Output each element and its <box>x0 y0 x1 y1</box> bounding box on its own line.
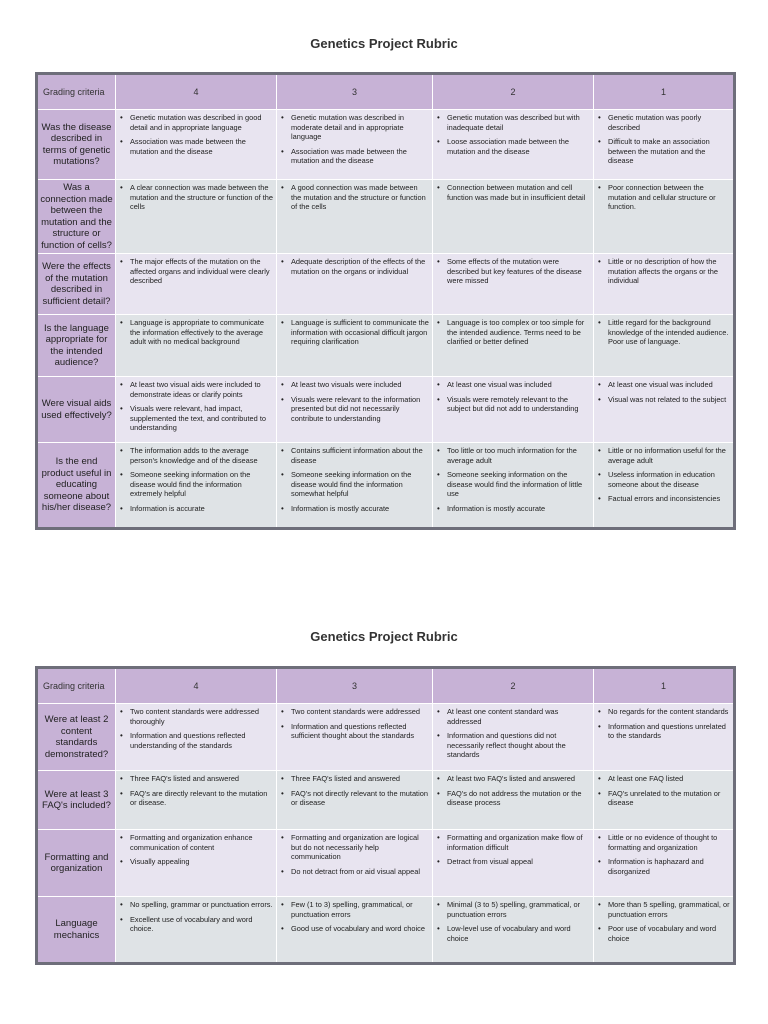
bullet-list <box>597 446 730 504</box>
list-item: • The information adds to the average person's knowledge and of the disease <box>119 446 273 465</box>
bullet-list <box>119 257 273 286</box>
criterion-label: Language mechanics <box>37 897 116 964</box>
bullet-list <box>119 318 273 347</box>
bullet-list <box>280 380 429 423</box>
score-cell-1 <box>594 830 735 897</box>
score-cell-2 <box>433 180 594 254</box>
list-item: • FAQ's do not address the mutation or the disease process <box>436 789 590 808</box>
table-row <box>37 315 735 377</box>
score-cell-3 <box>277 315 433 377</box>
score-cell-3 <box>277 830 433 897</box>
criterion-label: Was the disease described in terms of genetic mutations? <box>37 110 116 180</box>
score-cell-2 <box>433 315 594 377</box>
list-item: • At least two visual aids were included to demonstrate ideas or clarify points <box>119 380 273 399</box>
score-cell-3 <box>277 254 433 315</box>
list-item: • Visual was not related to the subject <box>597 395 730 405</box>
bullet-list <box>119 833 273 867</box>
list-item: • At least one FAQ listed <box>597 774 730 784</box>
bullet-list <box>119 774 273 808</box>
list-item: • Formatting and organization are logical but do not necessarily help communication <box>280 833 429 862</box>
header-row <box>37 668 735 704</box>
bullet-list <box>280 900 429 934</box>
score-cell-1 <box>594 110 735 180</box>
table-row <box>37 254 735 315</box>
list-item: • Formatting and organization make flow of information difficult <box>436 833 590 852</box>
bullet-list <box>280 113 429 166</box>
bullet-list <box>597 183 730 212</box>
bullet-list <box>597 707 730 741</box>
score-cell-4 <box>116 830 277 897</box>
list-item: • Genetic mutation was poorly described <box>597 113 730 132</box>
bullet-list <box>436 833 590 867</box>
bullet-list <box>436 113 590 156</box>
bullet-list <box>436 318 590 347</box>
list-item: • Someone seeking information on the disease would find the information of little use <box>436 470 590 499</box>
list-item: • Visuals were relevant, had impact, supplemented the text, and contributed to understanding <box>119 404 273 433</box>
header-row <box>37 74 735 110</box>
list-item: • Contains sufficient information about the disease <box>280 446 429 465</box>
criterion-label: Were at least 2 content standards demonstrated? <box>37 704 116 771</box>
list-item: • Information and questions unrelated to the standards <box>597 722 730 741</box>
header-score-2: 2 <box>433 668 594 704</box>
list-item: • Association was made between the mutation and the disease <box>280 147 429 166</box>
list-item: • Useless information in education someone about the disease <box>597 470 730 489</box>
list-item: • Difficult to make an association between the mutation and the disease <box>597 137 730 166</box>
score-cell-3 <box>277 897 433 964</box>
header-score-1: 1 <box>594 74 735 110</box>
list-item: • Poor use of vocabulary and word choice <box>597 924 730 943</box>
bullet-list <box>597 900 730 943</box>
rubric-table <box>35 72 736 530</box>
list-item: • Two content standards were addressed <box>280 707 429 717</box>
list-item: • More than 5 spelling, grammatical, or punctuation errors <box>597 900 730 919</box>
list-item: • Little or no information useful for the average adult <box>597 446 730 465</box>
list-item: • Some effects of the mutation were described but key features of the disease were missed <box>436 257 590 286</box>
bullet-list <box>119 900 273 934</box>
list-item: • Detract from visual appeal <box>436 857 590 867</box>
list-item: • Language is appropriate to communicate the information effectively to the average adult with no medical background <box>119 318 273 347</box>
header-grading-criteria: Grading criteria <box>37 668 116 704</box>
list-item: • Poor connection between the mutation and cellular structure or function. <box>597 183 730 212</box>
criterion-label: Were visual aids used effectively? <box>37 377 116 443</box>
score-cell-1 <box>594 443 735 529</box>
list-item: • Genetic mutation was described but with inadequate detail <box>436 113 590 132</box>
list-item: • Information and questions reflected sufficient thought about the standards <box>280 722 429 741</box>
score-cell-4 <box>116 180 277 254</box>
header-score-4: 4 <box>116 74 277 110</box>
table-row <box>37 704 735 771</box>
list-item: • Information is mostly accurate <box>436 504 590 514</box>
list-item: • No spelling, grammar or punctuation errors. <box>119 900 273 910</box>
list-item: • Few (1 to 3) spelling, grammatical, or punctuation errors <box>280 900 429 919</box>
page-title: Genetics Project Rubric <box>310 36 458 51</box>
list-item: • Formatting and organization enhance communication of content <box>119 833 273 852</box>
score-cell-2 <box>433 443 594 529</box>
score-cell-2 <box>433 771 594 830</box>
bullet-list <box>280 446 429 514</box>
score-cell-4 <box>116 771 277 830</box>
list-item: • Visually appealing <box>119 857 273 867</box>
list-item: • Information is mostly accurate <box>280 504 429 514</box>
score-cell-2 <box>433 110 594 180</box>
criterion-label: Were at least 3 FAQ's included? <box>37 771 116 830</box>
list-item: • At least one content standard was addressed <box>436 707 590 726</box>
bullet-list <box>280 833 429 876</box>
list-item: • FAQ's are directly relevant to the mutation or disease. <box>119 789 273 808</box>
list-item: • Excellent use of vocabulary and word choice. <box>119 915 273 934</box>
list-item: • Visuals were relevant to the information presented but did not necessarily contribute to understanding <box>280 395 429 424</box>
list-item: • Connection between mutation and cell function was made but in insufficient detail <box>436 183 590 202</box>
list-item: • Little or no evidence of thought to formatting and organization <box>597 833 730 852</box>
bullet-list <box>597 774 730 808</box>
list-item: • Loose association made between the mutation and the disease <box>436 137 590 156</box>
list-item: • Little regard for the background knowledge of the intended audience. Poor use of language. <box>597 318 730 347</box>
list-item: • Good use of vocabulary and word choice <box>280 924 429 934</box>
table-row <box>37 110 735 180</box>
score-cell-2 <box>433 897 594 964</box>
score-cell-1 <box>594 771 735 830</box>
bullet-list <box>597 380 730 404</box>
header-score-3: 3 <box>277 74 433 110</box>
score-cell-1 <box>594 897 735 964</box>
score-cell-2 <box>433 704 594 771</box>
score-cell-3 <box>277 377 433 443</box>
score-cell-3 <box>277 180 433 254</box>
bullet-list <box>436 774 590 808</box>
score-cell-4 <box>116 110 277 180</box>
score-cell-3 <box>277 704 433 771</box>
score-cell-2 <box>433 377 594 443</box>
list-item: • Low-level use of vocabulary and word choice <box>436 924 590 943</box>
bullet-list <box>597 833 730 876</box>
criterion-label: Was a connection made between the mutation and the structure or function of cells? <box>37 180 116 254</box>
header-score-3: 3 <box>277 668 433 704</box>
list-item: • At least two FAQ's listed and answered <box>436 774 590 784</box>
list-item: • A clear connection was made between the mutation and the structure or function of the cells <box>119 183 273 212</box>
list-item: • Information is accurate <box>119 504 273 514</box>
criterion-label: Were the effects of the mutation described in sufficient detail? <box>37 254 116 315</box>
score-cell-2 <box>433 254 594 315</box>
score-cell-3 <box>277 443 433 529</box>
bullet-list <box>119 380 273 433</box>
bullet-list <box>436 380 590 414</box>
list-item: • Association was made between the mutation and the disease <box>119 137 273 156</box>
list-item: • Adequate description of the effects of the mutation on the organs or individual <box>280 257 429 276</box>
bullet-list <box>597 113 730 166</box>
table-row <box>37 771 735 830</box>
list-item: • Visuals were remotely relevant to the subject but did not add to understanding <box>436 395 590 414</box>
list-item: • The major effects of the mutation on the affected organs and individual were clearly described <box>119 257 273 286</box>
list-item: • At least one visual was included <box>436 380 590 390</box>
bullet-list <box>119 113 273 156</box>
bullet-list <box>436 707 590 760</box>
score-cell-4 <box>116 897 277 964</box>
list-item: • A good connection was made between the mutation and the structure or function of the cells <box>280 183 429 212</box>
table-row <box>37 180 735 254</box>
bullet-list <box>597 257 730 286</box>
score-cell-3 <box>277 110 433 180</box>
list-item: • Three FAQ's listed and answered <box>280 774 429 784</box>
table-row <box>37 377 735 443</box>
criterion-label: Is the end product useful in educating someone about his/her disease? <box>37 443 116 529</box>
list-item: • At least one visual was included <box>597 380 730 390</box>
header-score-1: 1 <box>594 668 735 704</box>
criterion-label: Formatting and organization <box>37 830 116 897</box>
bullet-list <box>280 707 429 741</box>
list-item: • At least two visuals were included <box>280 380 429 390</box>
list-item: • FAQ's unrelated to the mutation or disease <box>597 789 730 808</box>
header-score-2: 2 <box>433 74 594 110</box>
header-score-4: 4 <box>116 668 277 704</box>
list-item: • Too little or too much information for the average adult <box>436 446 590 465</box>
bullet-list <box>436 257 590 286</box>
bullet-list <box>119 183 273 212</box>
list-item: • Language is too complex or too simple for the intended audience. Terms need to be clarified or better defined <box>436 318 590 347</box>
table-row <box>37 443 735 529</box>
bullet-list <box>280 318 429 347</box>
score-cell-1 <box>594 180 735 254</box>
score-cell-4 <box>116 704 277 771</box>
list-item: • Genetic mutation was described in moderate detail and in appropriate language <box>280 113 429 142</box>
rubric-table <box>35 666 736 965</box>
list-item: • Factual errors and inconsistencies <box>597 494 730 504</box>
bullet-list <box>436 183 590 202</box>
table-row <box>37 830 735 897</box>
score-cell-4 <box>116 377 277 443</box>
score-cell-1 <box>594 704 735 771</box>
score-cell-1 <box>594 254 735 315</box>
list-item: • Three FAQ's listed and answered <box>119 774 273 784</box>
list-item: • Someone seeking information on the disease would find the information extremely helpful <box>119 470 273 499</box>
list-item: • Information and questions reflected understanding of the standards <box>119 731 273 750</box>
score-cell-2 <box>433 830 594 897</box>
list-item: • Two content standards were addressed thoroughly <box>119 707 273 726</box>
score-cell-1 <box>594 377 735 443</box>
bullet-list <box>119 707 273 750</box>
criterion-label: Is the language appropriate for the intended audience? <box>37 315 116 377</box>
bullet-list <box>280 257 429 276</box>
table-row <box>37 897 735 964</box>
list-item: • Genetic mutation was described in good detail and in appropriate language <box>119 113 273 132</box>
bullet-list <box>597 318 730 347</box>
list-item: • No regards for the content standards <box>597 707 730 717</box>
score-cell-4 <box>116 443 277 529</box>
header-grading-criteria: Grading criteria <box>37 74 116 110</box>
score-cell-4 <box>116 315 277 377</box>
score-cell-1 <box>594 315 735 377</box>
list-item: • Someone seeking information on the disease would find the information somewhat helpful <box>280 470 429 499</box>
bullet-list <box>280 774 429 808</box>
bullet-list <box>436 446 590 514</box>
list-item: • Little or no description of how the mutation affects the organs or the individual <box>597 257 730 286</box>
list-item: • Information and questions did not necessarily reflect thought about the standards <box>436 731 590 760</box>
list-item: • Minimal (3 to 5) spelling, grammatical, or punctuation errors <box>436 900 590 919</box>
list-item: • Information is haphazard and disorganized <box>597 857 730 876</box>
score-cell-4 <box>116 254 277 315</box>
list-item: • Do not detract from or aid visual appeal <box>280 867 429 877</box>
bullet-list <box>280 183 429 212</box>
bullet-list <box>119 446 273 514</box>
page-title: Genetics Project Rubric <box>310 629 458 644</box>
list-item: • Language is sufficient to communicate the information with occasional difficult jargon requiring clarification <box>280 318 429 347</box>
list-item: • FAQ's not directly relevant to the mutation or disease <box>280 789 429 808</box>
bullet-list <box>436 900 590 943</box>
score-cell-3 <box>277 771 433 830</box>
